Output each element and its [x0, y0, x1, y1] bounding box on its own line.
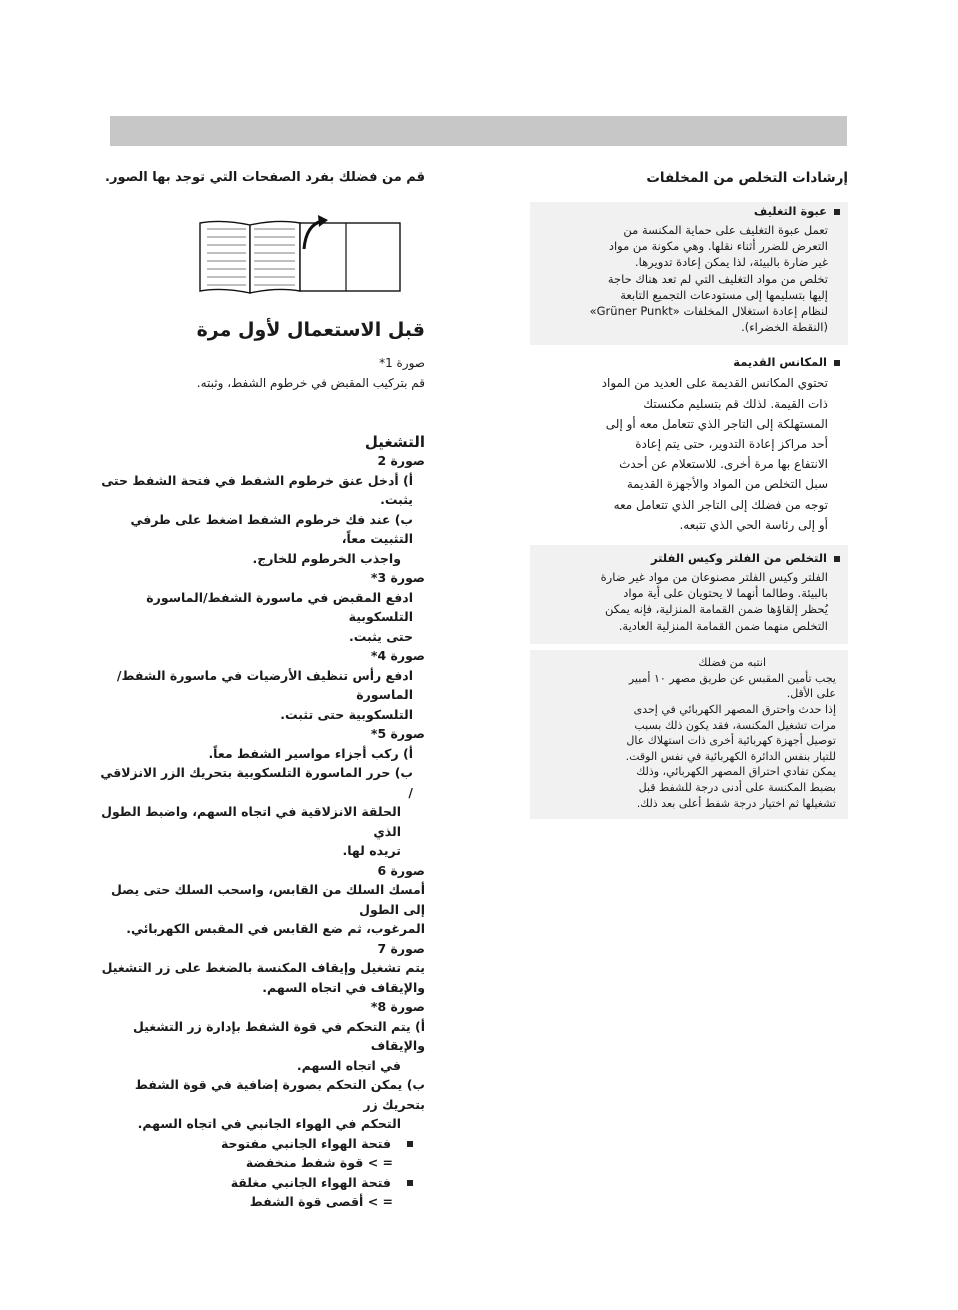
fig5-label: صورة 5*: [370, 726, 425, 741]
disposal-column: [530, 170, 848, 819]
fig5-step-b: ب) حرر الماسورة التلسكوبية بتحريك الزر الانزلاقي /: [100, 765, 413, 800]
old-appliances-section: [530, 353, 848, 545]
fig2-label: صورة 2: [377, 453, 425, 468]
note-title: انتبه من فضلك: [698, 655, 766, 669]
packaging-text: تعمل عبوة التغليف على حماية المكنسة من التعرض للضرر أثناء نقلها. وهي مكونة من مواد غير ضارة بالبيئة، لذا يمكن إعادة تدويرها. تخلص من مواد التغليف التي لم تعد هناك حاجة إليها بتسليمها إلى مستودعات التجميع التابعة لنظام إعادة استغلال المخلفات «Grüner Punkt» (النقطة الخضراء).: [589, 223, 828, 335]
fig1-text: قم بتركيب المقبض في خرطوم الشفط، وثبته.: [196, 376, 425, 390]
note-text: يجب تأمين المقبس عن طريق مصهر ١٠ أمبير على الأقل. إذا حدث واحترق المصهر الكهربائي في إحدى مرات تشغيل المكنسة، فقد يكون ذلك بسبب توصيل أجهزة كهربائية أخرى ذات استهلاك عال للتيار بنفس الدائرة الكهربائية في نفس الوقت. يمكن تفادي احتراق المصهر الكهربائي، وذلك بضبط المكنسة على أدنى درجة للشفط قبل تشغيلها ثم اختيار درجة شفط أعلى بعد ذلك.: [625, 671, 836, 810]
filter-section: [530, 545, 848, 644]
bullet-icon: [407, 1141, 413, 1147]
option-open-result: = > قوة شفط منخفضة: [245, 1155, 393, 1170]
option-closed: فتحة الهواء الجانبي مغلقة: [92, 1173, 425, 1193]
bullet-icon: [834, 209, 840, 215]
fig3-text-cont: حتى يثبت.: [349, 628, 413, 644]
fig8-step-a: أ) يتم التحكم في قوة الشفط بإدارة زر التشغيل والإيقاف: [132, 1018, 425, 1053]
option-open: فتحة الهواء الجانبي مفتوحة: [92, 1134, 425, 1154]
fig8-step-b-cont: التحكم في الهواء الجانبي في اتجاه السهم.: [137, 1116, 401, 1131]
fig8-step-a-cont: في اتجاه السهم.: [296, 1057, 401, 1073]
old-appliances-heading: المكانس القديمة: [733, 355, 827, 370]
disposal-title: إرشادات التخلص من المخلفات: [646, 170, 848, 186]
fig2-step-b-cont: واجذب الخرطوم للخارج.: [252, 550, 401, 566]
first-use-heading: قبل الاستعمال لأول مرة: [196, 319, 425, 341]
warning-note: [530, 650, 848, 819]
fig4-text: ادفع رأس تنظيف الأرضيات في ماسورة الشفط/الماسورة: [116, 667, 413, 702]
fig5-step-b-cont2: تريده لها.: [342, 843, 401, 858]
fig6-label: صورة 6: [377, 862, 425, 878]
fig4-label: صورة 4*: [370, 648, 425, 663]
fig7-text-cont: والإيقاف في اتجاه السهم.: [262, 979, 425, 995]
fig5-step-a: أ) ركب أجزاء مواسير الشفط معاً.: [208, 745, 413, 761]
fig8-label: صورة 8*: [370, 999, 425, 1014]
open-booklet-icon: [92, 185, 425, 305]
operation-heading: التشغيل: [364, 433, 425, 451]
fig7-label: صورة 7: [377, 940, 425, 956]
instructions-column: [92, 170, 425, 1212]
packaging-heading: عبوة التغليف: [753, 204, 827, 218]
option-closed-result: = > أقصى قوة الشفط: [249, 1194, 393, 1209]
fig2-step-b: ب) عند فك خرطوم الشفط اضغط على طرفي التثبيت معاً،: [130, 511, 413, 546]
fig5-step-b-cont: الحلقة الانزلاقية في اتجاه السهم، واضبط الطول الذي: [101, 804, 401, 839]
bullet-icon: [834, 360, 840, 366]
fig2-step-a: أ) أدخل عنق خرطوم الشفط في فتحة الشفط حتى يثبت.: [101, 472, 413, 507]
fig3-text: ادفع المقبض في ماسورة الشفط/الماسورة التلسكوبية: [146, 589, 413, 624]
fig8-step-b: ب) يمكن التحكم بصورة إضافية في قوة الشفط بتحريك زر: [134, 1077, 425, 1112]
packaging-section: [530, 202, 848, 345]
fig7-text: يتم تشغيل وإيقاف المكنسة بالضغط على زر التشغيل: [101, 960, 425, 975]
fig6-text-cont: المرغوب، ثم ضع القابس في المقبس الكهربائي.: [126, 921, 425, 936]
header-bar: [110, 116, 847, 146]
fig6-text: أمسك السلك من القابس، واسحب السلك حتى يصل إلى الطول: [110, 882, 425, 917]
old-appliances-text: تحتوي المكانس القديمة على العديد من المواد ذات القيمة. لذلك قم بتسليم مكنستك المستهلكة إلى التاجر الذي تتعامل معه أو إلى أحد مراكز إعادة التدوير، حتى يتم إعادة الانتفاع بها مرة أخرى. للاستعلام عن أحدث سبل التخلص من المواد والأجهزة القديمة توجه من فضلك إلى التاجر الذي تتعامل معه أو إلى رئاسة الحي الذي تتبعه.: [601, 376, 828, 532]
fig4-text-cont: التلسكوبية حتى تثبت.: [280, 706, 413, 722]
fig1-label: صورة 1*: [379, 356, 425, 370]
filter-heading: التخلص من الفلتر وكيس الفلتر: [650, 551, 827, 566]
fig3-label: صورة 3*: [370, 570, 425, 585]
fold-out-pages-illustration: [92, 185, 425, 305]
intro-text: قم من فضلك بفرد الصفحات التي توجد بها الصور.: [105, 170, 425, 185]
filter-text: الفلتر وكيس الفلتر مصنوعان من مواد غير ضارة بالبيئة. وطالما أنهما لا يحتويان على أية مواد يُحظر إلقاؤها ضمن القمامة المنزلية، فإنه يمكن التخلص منهما ضمن القمامة المنزلية العادية.: [600, 570, 828, 633]
bullet-icon: [834, 556, 840, 562]
bullet-icon: [407, 1180, 413, 1186]
